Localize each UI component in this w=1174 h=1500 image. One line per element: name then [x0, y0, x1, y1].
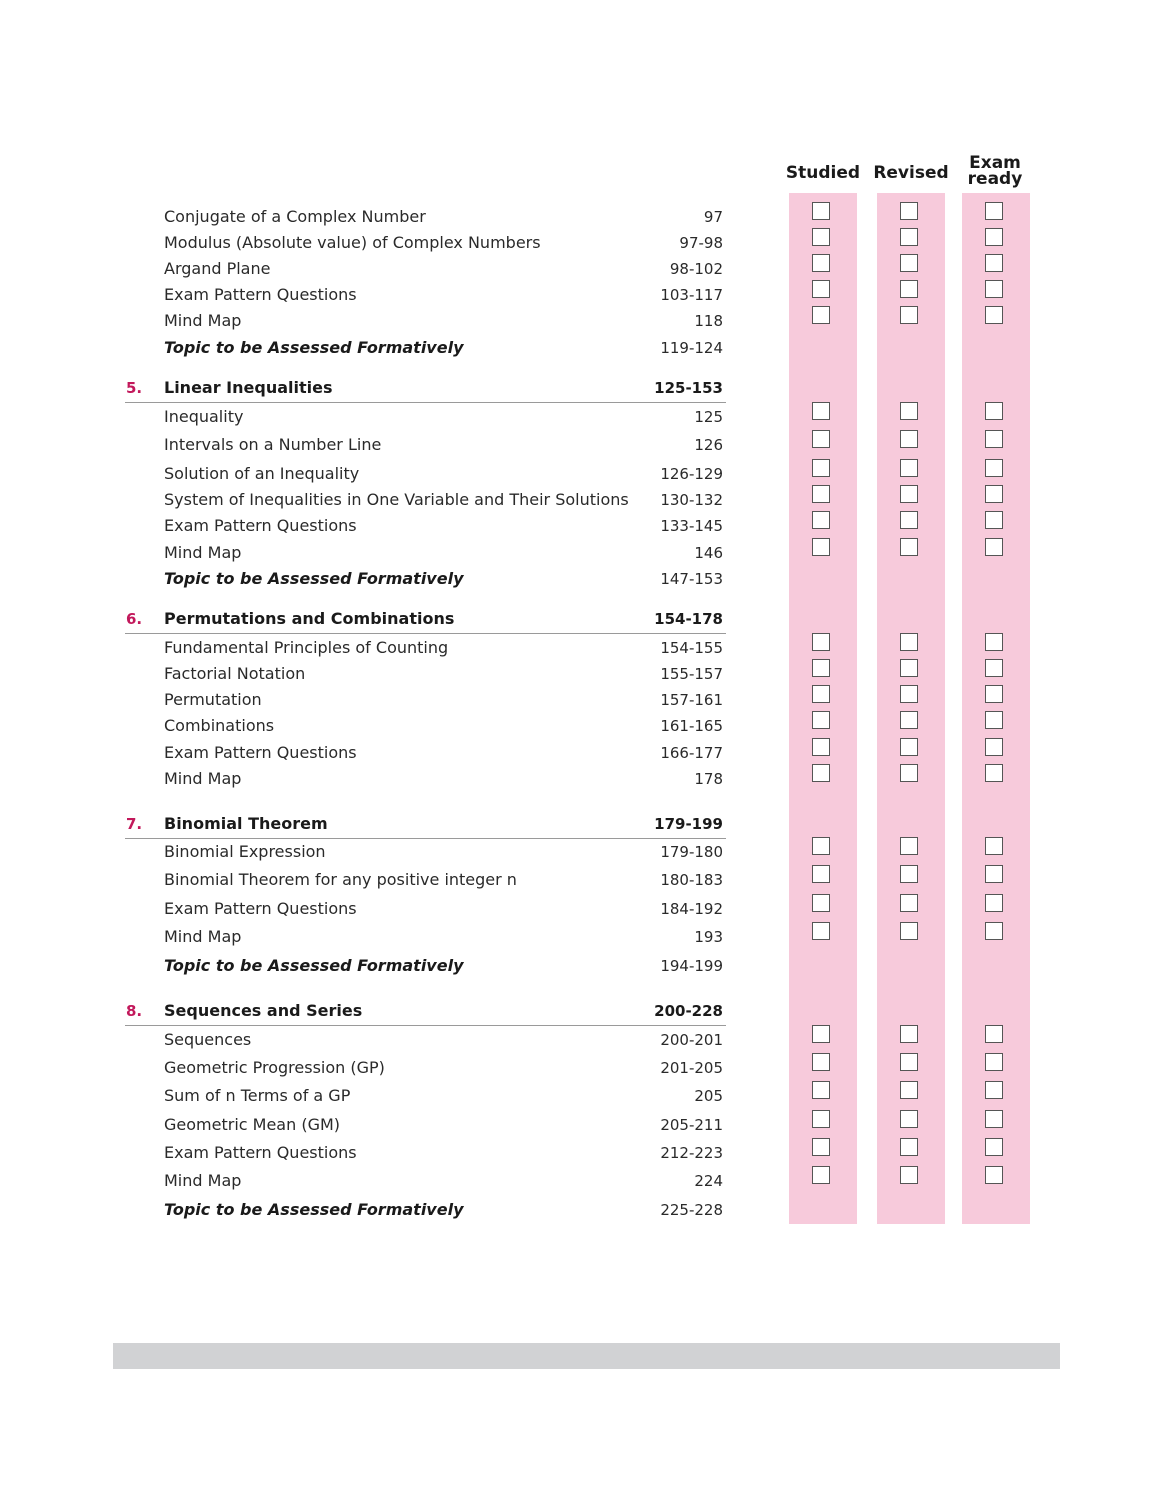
- studied-checkbox[interactable]: [812, 865, 830, 883]
- page-range: 154-155: [660, 639, 723, 657]
- topic-row: [0, 690, 1174, 710]
- exam-ready-checkbox[interactable]: [985, 659, 1003, 677]
- page-range: 179-199: [654, 815, 723, 833]
- page-range: 146: [694, 544, 723, 562]
- page-range: 212-223: [660, 1144, 723, 1162]
- topic-row: [0, 870, 1174, 890]
- page-range: 133-145: [660, 517, 723, 535]
- page-range: 97-98: [679, 234, 723, 252]
- exam-ready-checkbox[interactable]: [985, 459, 1003, 477]
- topic-title: Mind Map: [164, 543, 242, 562]
- topic-title: Exam Pattern Questions: [164, 516, 357, 535]
- page-range: 224: [694, 1172, 723, 1190]
- topic-title: Binomial Theorem for any positive integer n: [164, 870, 517, 889]
- topic-row: [0, 516, 1174, 536]
- topic-row: [0, 927, 1174, 947]
- topic-row: [0, 207, 1174, 227]
- studied-checkbox[interactable]: [812, 538, 830, 556]
- topic-row: [0, 464, 1174, 484]
- revised-checkbox[interactable]: [900, 894, 918, 912]
- revised-checkbox[interactable]: [900, 685, 918, 703]
- studied-checkbox[interactable]: [812, 1053, 830, 1071]
- page-range: 103-117: [660, 286, 723, 304]
- exam-ready-checkbox[interactable]: [985, 306, 1003, 324]
- exam-ready-checkbox[interactable]: [985, 1025, 1003, 1043]
- studied-checkbox[interactable]: [812, 894, 830, 912]
- studied-checkbox[interactable]: [812, 837, 830, 855]
- exam-ready-checkbox[interactable]: [985, 280, 1003, 298]
- page-range: 194-199: [660, 957, 723, 975]
- revised-checkbox[interactable]: [900, 1166, 918, 1184]
- page-range: 118: [694, 312, 723, 330]
- chapter-row: [0, 1001, 1174, 1021]
- revised-checkbox[interactable]: [900, 1025, 918, 1043]
- topic-row: [0, 899, 1174, 919]
- topic-title: Binomial Expression: [164, 842, 326, 861]
- revised-checkbox[interactable]: [900, 1053, 918, 1071]
- topic-row: [0, 285, 1174, 305]
- topic-title: Topic to be Assessed Formatively: [164, 956, 464, 975]
- topic-title: Exam Pattern Questions: [164, 285, 357, 304]
- page-range: 184-192: [660, 900, 723, 918]
- topic-title: Topic to be Assessed Formatively: [164, 338, 464, 357]
- topic-title: Modulus (Absolute value) of Complex Numbers: [164, 233, 541, 252]
- studied-checkbox[interactable]: [812, 254, 830, 272]
- revised-checkbox[interactable]: [900, 459, 918, 477]
- topic-title: System of Inequalities in One Variable and Their Solutions: [164, 490, 629, 509]
- topic-title: Mind Map: [164, 769, 242, 788]
- topic-title: Mind Map: [164, 927, 242, 946]
- revised-checkbox[interactable]: [900, 633, 918, 651]
- revised-checkbox[interactable]: [900, 280, 918, 298]
- studied-checkbox[interactable]: [812, 402, 830, 420]
- chapter-title: Sequences and Series: [164, 1001, 363, 1020]
- topic-title: Geometric Mean (GM): [164, 1115, 341, 1134]
- exam-ready-checkbox[interactable]: [985, 402, 1003, 420]
- revised-checkbox[interactable]: [900, 306, 918, 324]
- exam-ready-checkbox[interactable]: [985, 894, 1003, 912]
- chapter-divider: [125, 633, 726, 634]
- topic-title: Combinations: [164, 716, 275, 735]
- studied-checkbox[interactable]: [812, 922, 830, 940]
- chapter-number: 5.: [126, 379, 143, 397]
- studied-checkbox[interactable]: [812, 764, 830, 782]
- topic-title: Conjugate of a Complex Number: [164, 207, 426, 226]
- exam-ready-checkbox[interactable]: [985, 1166, 1003, 1184]
- studied-checkbox[interactable]: [812, 633, 830, 651]
- topic-title: Permutation: [164, 690, 262, 709]
- exam-ready-checkbox[interactable]: [985, 511, 1003, 529]
- assessment-row: [0, 956, 1174, 976]
- topic-row: [0, 743, 1174, 763]
- revised-checkbox[interactable]: [900, 865, 918, 883]
- exam-ready-checkbox[interactable]: [985, 764, 1003, 782]
- exam-ready-checkbox[interactable]: [985, 1138, 1003, 1156]
- topic-title: Geometric Progression (GP): [164, 1058, 385, 1077]
- studied-checkbox[interactable]: [812, 1138, 830, 1156]
- page-range: 130-132: [660, 491, 723, 509]
- page-range: 126: [694, 436, 723, 454]
- revised-checkbox[interactable]: [900, 254, 918, 272]
- exam-ready-checkbox[interactable]: [985, 485, 1003, 503]
- studied-checkbox[interactable]: [812, 1110, 830, 1128]
- topic-title: Mind Map: [164, 1171, 242, 1190]
- studied-checkbox[interactable]: [812, 511, 830, 529]
- chapter-divider: [125, 838, 726, 839]
- chapter-row: [0, 814, 1174, 834]
- topic-row: [0, 1171, 1174, 1191]
- page-range: 97: [703, 208, 723, 226]
- page-range: 98-102: [669, 260, 723, 278]
- page-range: 166-177: [660, 744, 723, 762]
- chapter-number: 7.: [126, 815, 143, 833]
- topic-row: [0, 407, 1174, 427]
- studied-checkbox[interactable]: [812, 306, 830, 324]
- topic-title: Inequality: [164, 407, 244, 426]
- exam-ready-checkbox[interactable]: [985, 685, 1003, 703]
- topic-title: Topic to be Assessed Formatively: [164, 569, 464, 588]
- studied-checkbox[interactable]: [812, 485, 830, 503]
- chapter-title: Binomial Theorem: [164, 814, 328, 833]
- studied-header: Studied: [785, 163, 861, 183]
- page-range: 201-205: [660, 1059, 723, 1077]
- studied-checkbox[interactable]: [812, 738, 830, 756]
- topic-title: Factorial Notation: [164, 664, 306, 683]
- exam-ready-checkbox[interactable]: [985, 430, 1003, 448]
- topic-row: [0, 842, 1174, 862]
- revised-checkbox[interactable]: [900, 764, 918, 782]
- page-range: 126-129: [660, 465, 723, 483]
- exam-ready-checkbox[interactable]: [985, 633, 1003, 651]
- revised-checkbox[interactable]: [900, 511, 918, 529]
- topic-row: [0, 311, 1174, 331]
- page-range: 200-228: [654, 1002, 723, 1020]
- page-range: 147-153: [660, 570, 723, 588]
- page-range: 200-201: [660, 1031, 723, 1049]
- topic-row: [0, 769, 1174, 789]
- chapter-number: 8.: [126, 1002, 143, 1020]
- page-range: 225-228: [660, 1201, 723, 1219]
- revised-checkbox[interactable]: [900, 837, 918, 855]
- page-range: 180-183: [660, 871, 723, 889]
- topic-row: [0, 1143, 1174, 1163]
- exam-ready-header: Exam ready: [967, 153, 1023, 189]
- page-range: 154-178: [654, 610, 723, 628]
- page-range: 157-161: [660, 691, 723, 709]
- topic-title: Intervals on a Number Line: [164, 435, 382, 454]
- studied-checkbox[interactable]: [812, 1081, 830, 1099]
- topic-row: [0, 490, 1174, 510]
- topic-title: Topic to be Assessed Formatively: [164, 1200, 464, 1219]
- studied-checkbox[interactable]: [812, 459, 830, 477]
- exam-ready-checkbox[interactable]: [985, 538, 1003, 556]
- topic-title: Exam Pattern Questions: [164, 1143, 357, 1162]
- studied-checkbox[interactable]: [812, 685, 830, 703]
- topic-row: [0, 638, 1174, 658]
- revised-checkbox[interactable]: [900, 402, 918, 420]
- assessment-row: [0, 1200, 1174, 1220]
- topic-row: [0, 435, 1174, 455]
- topic-row: [0, 543, 1174, 563]
- studied-checkbox[interactable]: [812, 228, 830, 246]
- page-range: 161-165: [660, 717, 723, 735]
- topic-row: [0, 233, 1174, 253]
- studied-checkbox[interactable]: [812, 430, 830, 448]
- revised-checkbox[interactable]: [900, 202, 918, 220]
- topic-row: [0, 716, 1174, 736]
- revised-checkbox[interactable]: [900, 922, 918, 940]
- page-range: 178: [694, 770, 723, 788]
- revised-checkbox[interactable]: [900, 538, 918, 556]
- studied-checkbox[interactable]: [812, 280, 830, 298]
- revised-checkbox[interactable]: [900, 485, 918, 503]
- chapter-divider: [125, 402, 726, 403]
- assessment-row: [0, 569, 1174, 589]
- topic-title: Fundamental Principles of Counting: [164, 638, 449, 657]
- page-range: 125: [694, 408, 723, 426]
- page-range: 119-124: [660, 339, 723, 357]
- page-range: 155-157: [660, 665, 723, 683]
- chapter-divider: [125, 1025, 726, 1026]
- exam-ready-checkbox[interactable]: [985, 1110, 1003, 1128]
- topic-title: Exam Pattern Questions: [164, 899, 357, 918]
- topic-row: [0, 1115, 1174, 1135]
- revised-checkbox[interactable]: [900, 430, 918, 448]
- topic-title: Mind Map: [164, 311, 242, 330]
- topic-title: Sequences: [164, 1030, 252, 1049]
- revised-checkbox[interactable]: [900, 711, 918, 729]
- studied-checkbox[interactable]: [812, 1025, 830, 1043]
- exam-ready-checkbox[interactable]: [985, 202, 1003, 220]
- studied-checkbox[interactable]: [812, 202, 830, 220]
- topic-title: Sum of n Terms of a GP: [164, 1086, 351, 1105]
- chapter-title: Permutations and Combinations: [164, 609, 455, 628]
- page-range: 205-211: [660, 1116, 723, 1134]
- revised-checkbox[interactable]: [900, 1138, 918, 1156]
- footer-bar: [113, 1343, 1060, 1369]
- topic-title: Solution of an Inequality: [164, 464, 360, 483]
- revised-checkbox[interactable]: [900, 659, 918, 677]
- page-range: 205: [694, 1087, 723, 1105]
- chapter-row: [0, 609, 1174, 629]
- topic-row: [0, 1058, 1174, 1078]
- topic-title: Argand Plane: [164, 259, 271, 278]
- studied-checkbox[interactable]: [812, 1166, 830, 1184]
- studied-checkbox[interactable]: [812, 659, 830, 677]
- revised-checkbox[interactable]: [900, 1110, 918, 1128]
- studied-checkbox[interactable]: [812, 711, 830, 729]
- chapter-number: 6.: [126, 610, 143, 628]
- exam-ready-checkbox[interactable]: [985, 228, 1003, 246]
- page-range: 179-180: [660, 843, 723, 861]
- topic-row: [0, 1086, 1174, 1106]
- exam-ready-checkbox[interactable]: [985, 1053, 1003, 1071]
- topic-row: [0, 664, 1174, 684]
- revised-checkbox[interactable]: [900, 228, 918, 246]
- page-range: 125-153: [654, 379, 723, 397]
- topic-row: [0, 259, 1174, 279]
- chapter-title: Linear Inequalities: [164, 378, 333, 397]
- chapter-row: [0, 378, 1174, 398]
- topic-row: [0, 1030, 1174, 1050]
- exam-ready-checkbox[interactable]: [985, 837, 1003, 855]
- topic-title: Exam Pattern Questions: [164, 743, 357, 762]
- revised-header: Revised: [873, 163, 949, 183]
- exam-ready-checkbox[interactable]: [985, 1081, 1003, 1099]
- exam-ready-checkbox[interactable]: [985, 711, 1003, 729]
- assessment-row: [0, 338, 1174, 358]
- page-range: 193: [694, 928, 723, 946]
- exam-ready-checkbox[interactable]: [985, 738, 1003, 756]
- revised-checkbox[interactable]: [900, 1081, 918, 1099]
- exam-ready-checkbox[interactable]: [985, 254, 1003, 272]
- exam-ready-checkbox[interactable]: [985, 922, 1003, 940]
- revised-checkbox[interactable]: [900, 738, 918, 756]
- exam-ready-checkbox[interactable]: [985, 865, 1003, 883]
